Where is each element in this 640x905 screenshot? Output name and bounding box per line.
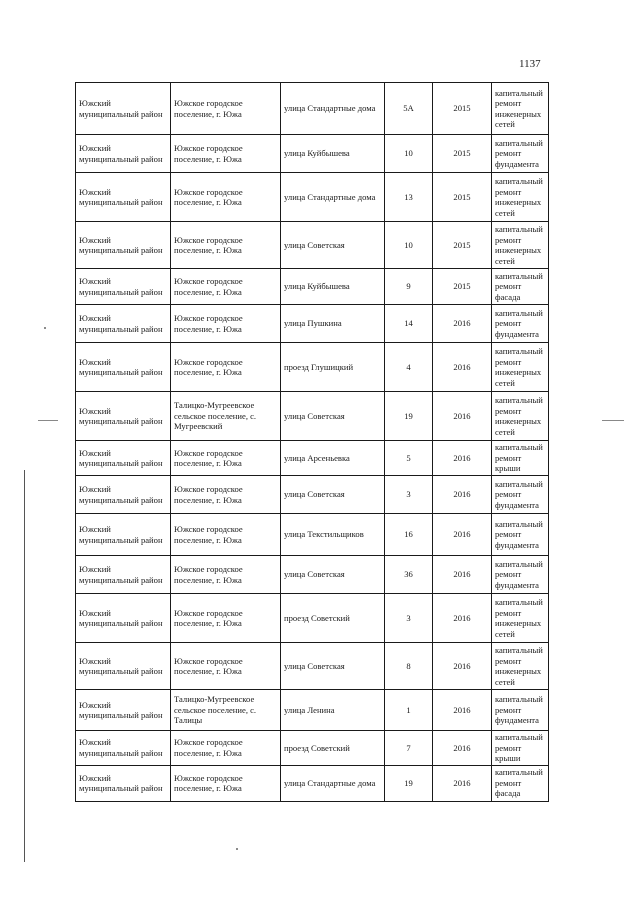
table-row <box>76 514 549 556</box>
year-cell: 2016 <box>433 514 492 556</box>
district-cell: Южский муниципальный район <box>76 392 171 441</box>
work-type-cell: капитальный ремонт фундамента <box>492 305 549 343</box>
scan-margin-mark-right <box>602 420 624 421</box>
street-cell: улица Советская <box>281 476 385 514</box>
settlement-cell: Южское городское поселение, г. Южа <box>171 514 281 556</box>
street-cell: улица Советская <box>281 392 385 441</box>
house-number-cell: 36 <box>385 556 433 594</box>
settlement-cell: Южское городское поселение, г. Южа <box>171 765 281 801</box>
work-type-cell: капитальный ремонт фундамента <box>492 514 549 556</box>
house-number-cell: 7 <box>385 731 433 766</box>
district-cell: Южский муниципальный район <box>76 731 171 766</box>
work-type-cell: капитальный ремонт фасада <box>492 765 549 801</box>
house-number-cell: 1 <box>385 690 433 731</box>
table-row <box>76 441 549 476</box>
house-number-cell: 4 <box>385 343 433 392</box>
house-number-cell: 9 <box>385 269 433 305</box>
street-cell: улица Советская <box>281 643 385 690</box>
district-cell: Южский муниципальный район <box>76 305 171 343</box>
district-cell: Южский муниципальный район <box>76 173 171 222</box>
settlement-cell: Южское городское поселение, г. Южа <box>171 269 281 305</box>
table-row <box>76 343 549 392</box>
table-row <box>76 173 549 222</box>
page-number: 1137 <box>519 58 541 70</box>
year-cell: 2016 <box>433 643 492 690</box>
district-cell: Южский муниципальный район <box>76 556 171 594</box>
house-number-cell: 19 <box>385 765 433 801</box>
district-cell: Южский муниципальный район <box>76 690 171 731</box>
street-cell: улица Стандартные дома <box>281 765 385 801</box>
work-type-cell: капитальный ремонт фундамента <box>492 135 549 173</box>
district-cell: Южский муниципальный район <box>76 441 171 476</box>
street-cell: проезд Глушицкий <box>281 343 385 392</box>
district-cell: Южский муниципальный район <box>76 514 171 556</box>
work-type-cell: капитальный ремонт фундамента <box>492 690 549 731</box>
house-number-cell: 13 <box>385 173 433 222</box>
table-row <box>76 83 549 135</box>
table-row <box>76 594 549 643</box>
table-row <box>76 135 549 173</box>
district-cell: Южский муниципальный район <box>76 643 171 690</box>
settlement-cell: Южское городское поселение, г. Южа <box>171 173 281 222</box>
work-type-cell: капитальный ремонт фундамента <box>492 556 549 594</box>
year-cell: 2015 <box>433 269 492 305</box>
table-row <box>76 556 549 594</box>
year-cell: 2016 <box>433 305 492 343</box>
district-cell: Южский муниципальный район <box>76 476 171 514</box>
year-cell: 2015 <box>433 173 492 222</box>
district-cell: Южский муниципальный район <box>76 594 171 643</box>
work-type-cell: капитальный ремонт инженерных сетей <box>492 594 549 643</box>
settlement-cell: Южское городское поселение, г. Южа <box>171 343 281 392</box>
repair-schedule-table <box>75 82 549 802</box>
work-type-cell: капитальный ремонт крыши <box>492 731 549 766</box>
work-type-cell: капитальный ремонт инженерных сетей <box>492 643 549 690</box>
year-cell: 2015 <box>433 222 492 269</box>
year-cell: 2016 <box>433 556 492 594</box>
street-cell: улица Арсеньевка <box>281 441 385 476</box>
settlement-cell: Южское городское поселение, г. Южа <box>171 731 281 766</box>
scan-margin-line <box>24 470 25 862</box>
settlement-cell: Южское городское поселение, г. Южа <box>171 476 281 514</box>
work-type-cell: капитальный ремонт инженерных сетей <box>492 83 549 135</box>
house-number-cell: 5 <box>385 441 433 476</box>
house-number-cell: 3 <box>385 594 433 643</box>
settlement-cell: Талицко-Мугреевское сельское поселение, с. Талицы <box>171 690 281 731</box>
scan-speck <box>236 848 238 850</box>
house-number-cell: 10 <box>385 222 433 269</box>
street-cell: проезд Советский <box>281 594 385 643</box>
street-cell: улица Куйбышева <box>281 269 385 305</box>
table-row <box>76 392 549 441</box>
year-cell: 2015 <box>433 135 492 173</box>
year-cell: 2016 <box>433 690 492 731</box>
district-cell: Южский муниципальный район <box>76 343 171 392</box>
table-row <box>76 476 549 514</box>
district-cell: Южский муниципальный район <box>76 269 171 305</box>
street-cell: улица Советская <box>281 556 385 594</box>
house-number-cell: 10 <box>385 135 433 173</box>
year-cell: 2015 <box>433 83 492 135</box>
house-number-cell: 8 <box>385 643 433 690</box>
work-type-cell: капитальный ремонт крыши <box>492 441 549 476</box>
table-row <box>76 269 549 305</box>
table-row <box>76 305 549 343</box>
settlement-cell: Южское городское поселение, г. Южа <box>171 83 281 135</box>
table-row <box>76 643 549 690</box>
table-row <box>76 690 549 731</box>
street-cell: улица Текстильщиков <box>281 514 385 556</box>
scan-speck <box>44 327 46 329</box>
scan-margin-mark-left <box>38 420 58 421</box>
street-cell: улица Советская <box>281 222 385 269</box>
table-row <box>76 222 549 269</box>
year-cell: 2016 <box>433 392 492 441</box>
house-number-cell: 19 <box>385 392 433 441</box>
work-type-cell: капитальный ремонт фундамента <box>492 476 549 514</box>
street-cell: улица Стандартные дома <box>281 173 385 222</box>
year-cell: 2016 <box>433 441 492 476</box>
work-type-cell: капитальный ремонт инженерных сетей <box>492 343 549 392</box>
settlement-cell: Южское городское поселение, г. Южа <box>171 441 281 476</box>
house-number-cell: 5А <box>385 83 433 135</box>
street-cell: улица Пушкина <box>281 305 385 343</box>
settlement-cell: Южское городское поселение, г. Южа <box>171 222 281 269</box>
district-cell: Южский муниципальный район <box>76 83 171 135</box>
house-number-cell: 14 <box>385 305 433 343</box>
year-cell: 2016 <box>433 594 492 643</box>
year-cell: 2016 <box>433 731 492 766</box>
settlement-cell: Южское городское поселение, г. Южа <box>171 135 281 173</box>
house-number-cell: 3 <box>385 476 433 514</box>
street-cell: улица Стандартные дома <box>281 83 385 135</box>
settlement-cell: Талицко-Мугреевское сельское поселение, с. Мугреевский <box>171 392 281 441</box>
settlement-cell: Южское городское поселение, г. Южа <box>171 594 281 643</box>
house-number-cell: 16 <box>385 514 433 556</box>
table-row <box>76 731 549 766</box>
district-cell: Южский муниципальный район <box>76 135 171 173</box>
work-type-cell: капитальный ремонт инженерных сетей <box>492 173 549 222</box>
year-cell: 2016 <box>433 343 492 392</box>
settlement-cell: Южское городское поселение, г. Южа <box>171 556 281 594</box>
street-cell: улица Куйбышева <box>281 135 385 173</box>
table-row <box>76 765 549 801</box>
street-cell: проезд Советский <box>281 731 385 766</box>
year-cell: 2016 <box>433 765 492 801</box>
settlement-cell: Южское городское поселение, г. Южа <box>171 643 281 690</box>
settlement-cell: Южское городское поселение, г. Южа <box>171 305 281 343</box>
work-type-cell: капитальный ремонт инженерных сетей <box>492 392 549 441</box>
district-cell: Южский муниципальный район <box>76 765 171 801</box>
work-type-cell: капитальный ремонт фасада <box>492 269 549 305</box>
district-cell: Южский муниципальный район <box>76 222 171 269</box>
year-cell: 2016 <box>433 476 492 514</box>
work-type-cell: капитальный ремонт инженерных сетей <box>492 222 549 269</box>
street-cell: улица Ленина <box>281 690 385 731</box>
